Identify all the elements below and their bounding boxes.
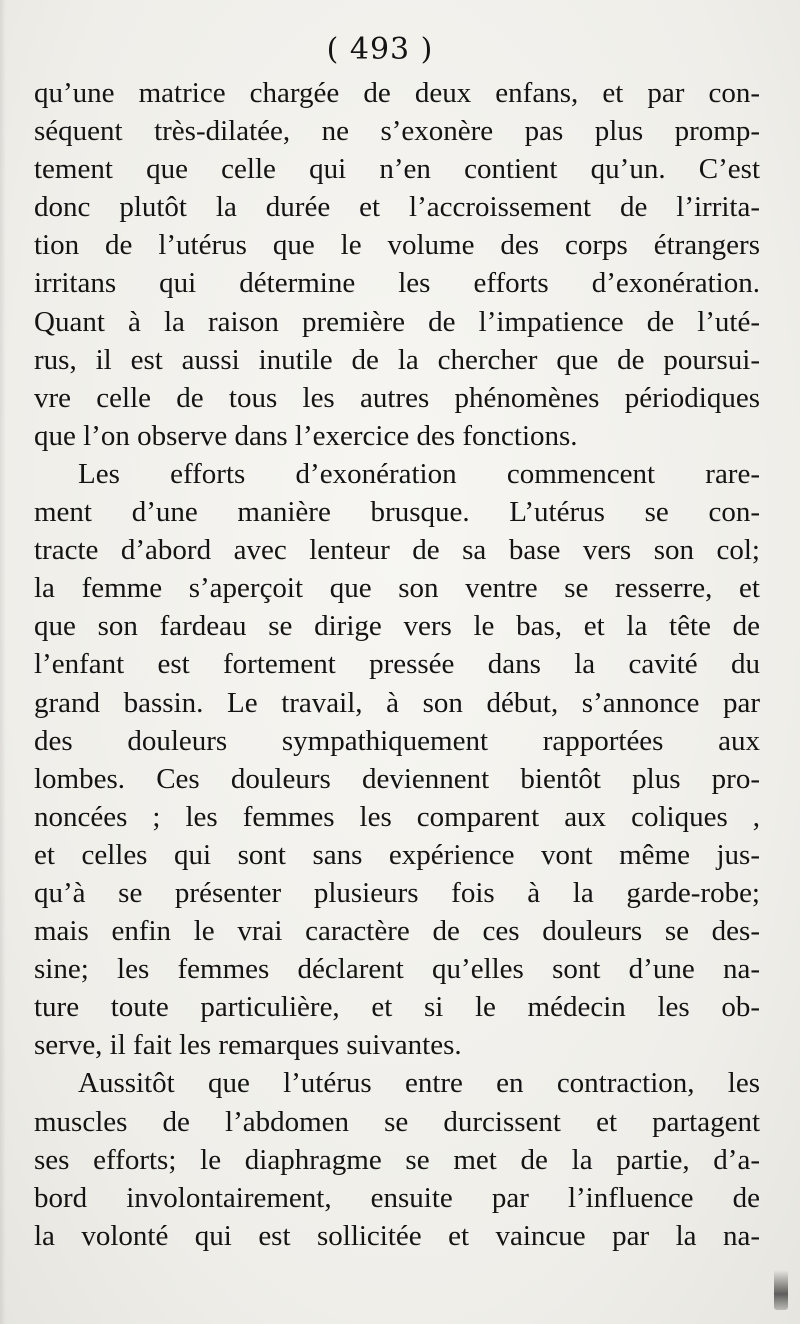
text-line: rus, il est aussi inutile de la chercher que de poursui- [34, 343, 760, 376]
text-line: muscles de l’abdomen se durcissent et partagent [34, 1105, 760, 1138]
text-line: et celles qui sont sans expérience vont même jus- [34, 838, 760, 871]
text-line: bord involontairement, ensuite par l’influence de [34, 1181, 760, 1214]
text-line: tion de l’utérus que le volume des corps étrangers [34, 229, 760, 262]
text-line: mais enfin le vrai caractère de ces douleurs se des- [34, 915, 760, 948]
text-line: irritans qui détermine les efforts d’exonération. [34, 267, 760, 300]
text-line: ment d’une manière brusque. L’utérus se con- [34, 496, 760, 529]
text-line: tracte d’abord avec lenteur de sa base vers son col; [34, 534, 760, 567]
text-line: séquent très-dilatée, ne s’exonère pas plus promp- [34, 115, 760, 148]
text-line: noncées ; les femmes les comparent aux coliques , [34, 800, 760, 833]
text-line: que l’on observe dans l’exercice des fonctions. [34, 419, 578, 452]
text-line: qu’à se présenter plusieurs fois à la garde-robe; [34, 876, 760, 909]
text-line: la femme s’aperçoit que son ventre se resserre, et [34, 572, 760, 605]
text-line: Aussitôt que l’utérus entre en contraction, les [78, 1067, 760, 1100]
text-line: lombes. Ces douleurs deviennent bientôt plus pro- [34, 762, 760, 795]
text-line: tement que celle qui n’en contient qu’un. C’est [34, 153, 760, 186]
page-number: ( 493 ) [326, 32, 434, 67]
text-line: serve, il fait les remarques suivantes. [34, 1029, 462, 1062]
text-line: grand bassin. Le travail, à son début, s’annonce par [34, 686, 760, 719]
body-text [34, 74, 760, 1255]
text-line: la volonté qui est sollicitée et vaincue par la na- [34, 1219, 760, 1252]
text-line: que son fardeau se dirige vers le bas, et la tête de [34, 610, 760, 643]
text-line: des douleurs sympathiquement rapportées aux [34, 724, 760, 757]
ink-smudge-mark [774, 1270, 788, 1310]
text-line: ses efforts; le diaphragme se met de la partie, d’a- [34, 1143, 760, 1176]
text-line: qu’une matrice chargée de deux enfans, et par con- [34, 77, 760, 109]
text-line: Les efforts d’exonération commencent rare- [78, 457, 760, 490]
text-line: Quant à la raison première de l’impatience de l’uté- [34, 305, 760, 338]
text-line: sine; les femmes déclarent qu’elles sont d’une na- [34, 953, 760, 986]
text-line: vre celle de tous les autres phénomènes périodiques [34, 381, 760, 414]
text-line: l’enfant est fortement pressée dans la cavité du [34, 648, 760, 681]
page-gutter-shadow [0, 0, 6, 1324]
text-line: donc plutôt la durée et l’accroissement de l’irrita- [34, 191, 760, 224]
text-line: ture toute particulière, et si le médecin les ob- [34, 991, 760, 1024]
